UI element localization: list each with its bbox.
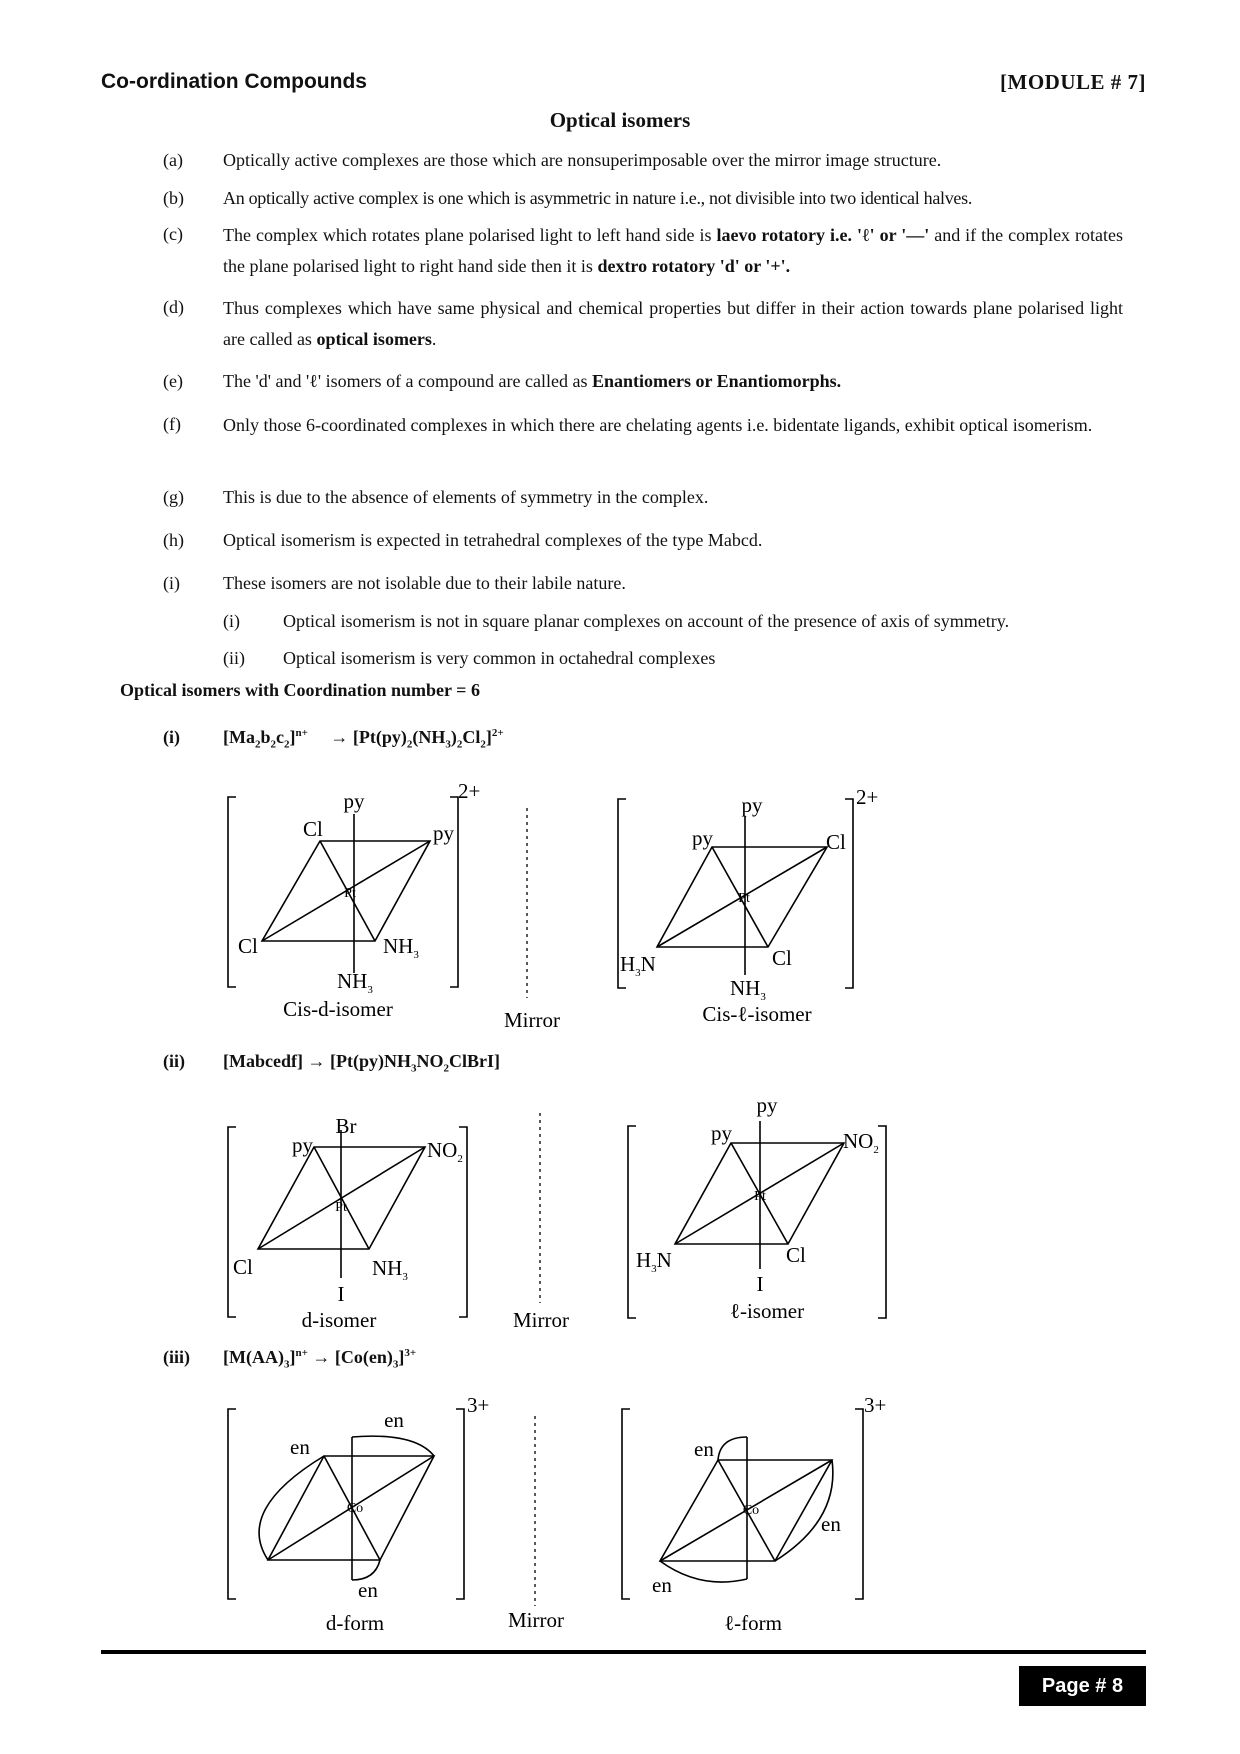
diagram-d-isomer	[228, 1114, 467, 1332]
ligand-top: Br	[335, 1114, 357, 1138]
point-text-part: The 'd' and 'ℓ' isomers of a compound are called as	[223, 371, 592, 391]
diagram-l-form	[622, 1393, 886, 1635]
point-label: (f)	[163, 414, 181, 434]
formula-part: [Co(en)	[334, 1347, 393, 1367]
point-bold: Enantiomers or Enantiomorphs.	[591, 371, 842, 391]
formula-subscript: 3	[392, 1358, 399, 1371]
subpoint-text: Optical isomerism is very common in octahedral complexes	[283, 648, 716, 668]
point-label: (g)	[163, 487, 184, 507]
metal-center: Co	[742, 1503, 760, 1518]
ligand-text: NH	[730, 976, 761, 1000]
ligand-bottom: I	[756, 1272, 764, 1296]
bracket-right	[845, 799, 853, 988]
formula-part: ]	[485, 727, 492, 747]
diagram-caption: d-isomer	[301, 1308, 377, 1332]
formula-superscript: 2+	[491, 727, 504, 739]
point-text: An optically active complex is one which is asymmetric in nature i.e., not divisible into two identical halves.	[223, 188, 973, 208]
mirror-label: Mirror	[504, 1008, 560, 1032]
bracket-right	[855, 1409, 863, 1599]
chelate-arc	[352, 1436, 434, 1456]
ligand-subscript: 2	[457, 1153, 463, 1165]
bracket-left	[228, 1127, 236, 1317]
formula-part: c	[276, 727, 284, 747]
point-label: (b)	[163, 188, 184, 208]
point-text: This is due to the absence of elements of symmetry in the complex.	[223, 487, 709, 507]
ligand-upper-left: py	[692, 826, 713, 850]
bracket-right	[878, 1126, 886, 1318]
metal-center: Pt	[335, 1200, 347, 1215]
ligand-text: NH	[337, 969, 368, 993]
formula-superscript: n+	[295, 1347, 308, 1359]
ligand-right: py	[433, 821, 454, 845]
formula-part: b	[260, 727, 271, 747]
charge-label: 3+	[467, 1393, 490, 1417]
ligand-text: NO	[843, 1129, 874, 1153]
chelate-arc	[352, 1560, 380, 1580]
formula-part: [Ma	[223, 727, 255, 747]
point-text-part: and if the complex rotates the plane polarised light to right hand side then it is	[223, 225, 1124, 276]
ligand-text: NH	[383, 934, 414, 958]
ligand-subscript: 3	[413, 949, 419, 961]
bracket-right	[456, 1409, 464, 1599]
ligand-text: NO	[427, 1138, 458, 1162]
point-text-part: The complex which rotates plane polarised light to left hand side is	[223, 225, 717, 245]
point-label: (e)	[163, 371, 183, 391]
ligand-bottom-right: Cl	[772, 946, 792, 970]
ligand-en: en	[652, 1573, 672, 1597]
ligand-text: N	[640, 952, 656, 976]
ligand-subscript: 3	[402, 1271, 408, 1283]
formula-subscript: 2	[254, 738, 261, 751]
ligand-bottom	[730, 976, 766, 1003]
diagram-cis-l-isomer	[618, 785, 878, 1026]
charge-label: 3+	[864, 1393, 887, 1417]
arrow-icon: →	[330, 727, 349, 747]
ligand-text: N	[656, 1248, 672, 1272]
ligand-subscript: 3	[367, 984, 373, 996]
metal-center: Pt	[738, 891, 750, 906]
point-text: Optical isomerism is expected in tetrahedral complexes of the type Mabcd.	[223, 530, 763, 550]
formula-subscript: 2	[284, 738, 290, 751]
subpoint-text: Optical isomerism is not in square planar complexes on account of the presence of axis of symmetry.	[283, 611, 1010, 631]
page-title: Optical isomers	[549, 108, 691, 132]
ligand-upper-left: Cl	[303, 817, 323, 841]
formula-subscript: 3	[283, 1358, 290, 1371]
chelate-arc	[660, 1561, 747, 1582]
formula-part: [Pt(py)NH	[325, 1051, 411, 1071]
point-label: (a)	[163, 150, 183, 170]
ligand-subscript: 3	[651, 1263, 657, 1275]
point-label: (i)	[163, 573, 180, 593]
diagram-caption: Cis-ℓ-isomer	[702, 1002, 812, 1026]
subpoint-label: (i)	[223, 611, 240, 631]
point-label: (c)	[163, 224, 183, 244]
point-label: (h)	[163, 530, 184, 550]
formula-superscript: n+	[295, 727, 308, 739]
bracket-left	[622, 1409, 630, 1599]
formula-part: )	[450, 727, 457, 747]
formula-subscript: 2	[480, 738, 486, 751]
formula-subscript: 3	[410, 1062, 417, 1075]
ligand-top: py	[756, 1093, 778, 1117]
section-heading: Optical isomers with Coordination number = 6	[120, 680, 480, 700]
diagram-caption: ℓ-form	[724, 1611, 782, 1635]
ligand-bottom: I	[337, 1282, 345, 1306]
point-bold: laevo rotatory i.e. 'ℓ' or '—'	[716, 225, 930, 245]
ligand-right	[427, 1138, 463, 1165]
point-label: (d)	[163, 297, 184, 317]
formula-subscript: 2	[270, 738, 276, 751]
point-text-part: .	[431, 329, 437, 349]
ligand-upper-left: py	[292, 1133, 313, 1157]
ligand-subscript: 2	[873, 1144, 879, 1156]
diagram-caption: Cis-d-isomer	[283, 997, 393, 1021]
formula-subscript: 3	[445, 738, 451, 751]
ligand-text: H	[620, 952, 636, 976]
metal-center: Pt	[754, 1189, 766, 1204]
formula-subscript: 2	[456, 738, 463, 751]
header-chapter-title: Co-ordination Compounds	[101, 70, 367, 93]
case-label: (iii)	[163, 1347, 190, 1367]
ligand-en: en	[290, 1435, 310, 1459]
arrow-icon: →	[307, 1347, 335, 1367]
mirror-label: Mirror	[508, 1608, 564, 1632]
subpoint-label: (ii)	[223, 648, 245, 668]
case-label: (ii)	[163, 1051, 185, 1071]
formula-part: Cl	[462, 727, 481, 747]
case-label: (i)	[163, 727, 180, 747]
ligand-en: en	[358, 1578, 378, 1602]
point-bold: optical isomers	[316, 329, 432, 349]
ligand-en: en	[821, 1512, 841, 1536]
formula-subscript: 2	[406, 738, 413, 751]
diagram-caption: ℓ-isomer	[729, 1299, 805, 1323]
ligand-top: py	[343, 789, 365, 813]
bracket-left	[228, 1409, 236, 1599]
ligand-bottom-right	[372, 1256, 408, 1283]
formula-part: ]	[398, 1347, 405, 1367]
formula-part: ]	[289, 1347, 296, 1367]
ligand-subscript: 3	[760, 991, 766, 1003]
ligand-bottom-left	[620, 952, 656, 979]
ligand-bottom-right	[383, 934, 419, 961]
metal-center: Pt	[344, 886, 356, 901]
formula-superscript: 3+	[404, 1347, 417, 1359]
point-bold: dextro rotatory 'd' or '+'.	[597, 256, 791, 276]
chelate-arc	[718, 1437, 747, 1460]
ligand-en: en	[384, 1408, 404, 1432]
mirror-label: Mirror	[513, 1308, 569, 1332]
point-text-part: Thus complexes which have same physical and chemical properties but differ in their action towards plane polarised light are called as	[223, 298, 1123, 349]
ligand-bottom	[337, 969, 373, 996]
header-module-label: [MODULE # 7]	[1000, 70, 1146, 94]
charge-label: 2+	[458, 779, 481, 803]
formula-part: [Pt(py)	[352, 727, 407, 747]
charge-label: 2+	[856, 785, 879, 809]
formula-part: ]	[289, 727, 296, 747]
ligand-right: Cl	[826, 830, 846, 854]
diagram-cis-d-isomer	[228, 779, 480, 1021]
formula-subscript: 2	[443, 1062, 449, 1075]
diagram-d-form	[228, 1393, 489, 1635]
ligand-bottom-left: Cl	[233, 1255, 253, 1279]
point-text: Optically active complexes are those which are nonsuperimposable over the mirror image structure.	[223, 150, 942, 170]
page-number-badge: Page # 8	[1019, 1666, 1146, 1706]
bracket-left	[228, 797, 236, 987]
ligand-text: NH	[372, 1256, 403, 1280]
bracket-left	[628, 1126, 636, 1318]
point-text: Only those 6-coordinated complexes in which there are chelating agents i.e. bidentate ligands, exhibit optical isomerism.	[223, 415, 1093, 435]
arrow-icon: →	[307, 1051, 326, 1071]
point-text: These isomers are not isolable due to their labile nature.	[223, 573, 626, 593]
formula-part: ClBrI]	[448, 1051, 500, 1071]
ligand-right	[843, 1129, 879, 1156]
ligand-bottom-right: Cl	[786, 1243, 806, 1267]
ligand-upper-left: py	[711, 1121, 732, 1145]
formula-part: [Mabcedf]	[223, 1051, 308, 1071]
ligand-bottom-left: Cl	[238, 934, 258, 958]
ligand-bottom-left	[636, 1248, 672, 1275]
formula-part: (NH	[412, 727, 446, 747]
ligand-text: H	[636, 1248, 652, 1272]
ligand-subscript: 3	[635, 967, 641, 979]
footer-rule	[101, 1650, 1146, 1654]
metal-center: Co	[346, 1501, 364, 1516]
ligand-top: py	[741, 793, 763, 817]
diagram-l-isomer	[628, 1093, 886, 1323]
formula-part: [M(AA)	[223, 1347, 284, 1367]
formula-part: NO	[416, 1051, 444, 1071]
ligand-en: en	[694, 1437, 714, 1461]
diagram-caption: d-form	[325, 1611, 385, 1635]
